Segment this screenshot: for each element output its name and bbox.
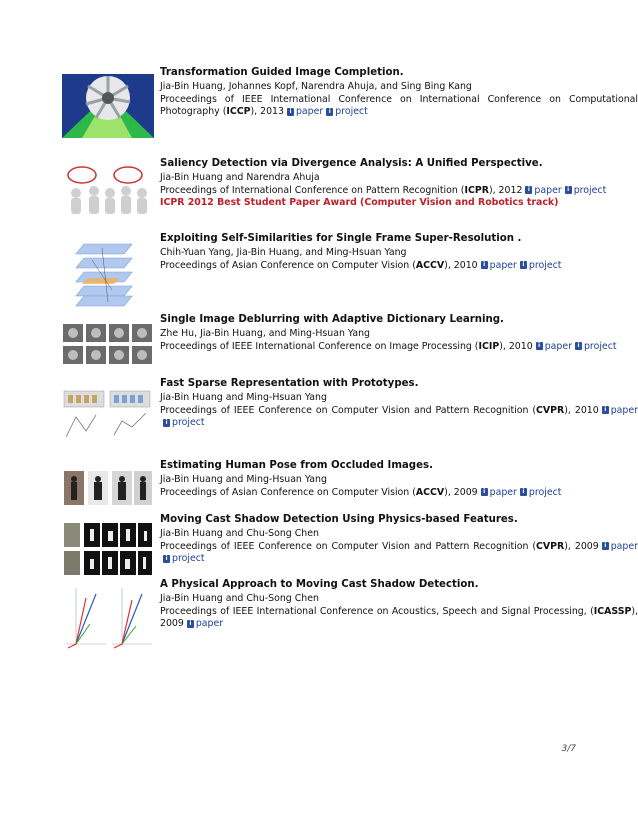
project-link[interactable]: project (528, 259, 562, 271)
publication-venue: Proceedings of International Conference on Pattern Recognition (ICPR), 2012 i paper i project (160, 184, 607, 196)
publication-thumbnail (62, 387, 154, 445)
paper-link[interactable]: paper (195, 618, 224, 629)
publication-authors: Zhe Hu, Jia-Bin Huang, and Ming-Hsuan Yang (160, 328, 370, 339)
info-icon: i (575, 342, 582, 350)
info-icon: i (520, 261, 527, 269)
publication-thumbnail (62, 584, 154, 650)
publication-venue: Proceedings of Asian Conference on Computer Vision (ACCV), 2009 i paper i project (160, 486, 562, 498)
publication-authors: Chih-Yuan Yang, Jia-Bin Huang, and Ming-Hsuan Yang (160, 247, 407, 258)
project-link[interactable]: project (573, 184, 607, 196)
paper-link[interactable]: paper (489, 486, 517, 498)
publication-authors: Jia-Bin Huang and Chu-Song Chen (160, 528, 319, 539)
publication-text: A Physical Approach to Moving Cast Shadow Detection. Jia-Bin Huang and Chu-Song Chen Proceedings of IEEE International Conference on Acoustics, Speech and Signal Processing, (ICASSP), 2009 i paper (160, 579, 638, 629)
publication-title: Moving Cast Shadow Detection Using Physics-based Features (160, 514, 514, 525)
info-icon: i (602, 406, 609, 414)
publication-text: Single Image Deblurring with Adaptive Dictionary Learning. Zhe Hu, Jia-Bin Huang, and Ming-Hsuan Yang Proceedings of IEEE International Conference on Image Processing (ICIP), 2010 i paper i project (160, 313, 638, 353)
publication-title: Saliency Detection via Divergence Analysis: A Unified Perspective (160, 158, 539, 169)
info-icon: i (565, 186, 572, 194)
publication-venue: Proceedings of Asian Conference on Computer Vision (ACCV), 2010 i paper i project (160, 259, 562, 271)
info-icon: i (163, 555, 170, 563)
publication-title: Transformation Guided Image Completion (160, 67, 400, 78)
publication-title: A Physical Approach to Moving Cast Shadow Detection (160, 579, 475, 590)
info-icon: i (602, 542, 609, 550)
publication-title: Single Image Deblurring with Adaptive Dictionary Learning (160, 314, 501, 325)
publication-authors: Jia-Bin Huang and Chu-Song Chen (160, 593, 319, 604)
publication-thumbnail (62, 165, 154, 221)
award-note: ICPR 2012 Best Student Paper Award (Computer Vision and Robotics track) (160, 197, 559, 208)
paper-link[interactable]: paper (489, 259, 517, 271)
publication-title: Exploiting Self-Similarities for Single Frame Super-Resolution (160, 233, 514, 244)
publication-venue: Proceedings of IEEE Conference on Computer Vision and Pattern Recognition (CVPR), 2009 i paperi project (160, 540, 638, 564)
paper-link[interactable]: paper (534, 184, 562, 196)
info-icon: i (326, 108, 333, 116)
paper-link[interactable]: paper (544, 340, 572, 352)
publication-authors: Jia-Bin Huang and Ming-Hsuan Yang (160, 392, 327, 403)
project-link[interactable]: project (528, 486, 562, 498)
publication-text: Exploiting Self-Similarities for Single Frame Super-Resolution . Chih-Yuan Yang, Jia-Bin Huang, and Ming-Hsuan Yang Proceedings of Asian Conference on Computer Vision (ACCV), 2010 i paper i project (160, 232, 638, 272)
publication-text: Moving Cast Shadow Detection Using Physics-based Features. Jia-Bin Huang and Chu-Song Chen Proceedings of IEEE Conference on Computer Vision and Pattern Recognition (CVPR), 2009 i paperi project (160, 514, 638, 564)
project-link[interactable]: project (583, 340, 617, 352)
info-icon: i (525, 186, 532, 194)
publication-authors: Jia-Bin Huang and Ming-Hsuan Yang (160, 474, 327, 485)
info-icon: i (481, 488, 488, 496)
publication-authors: Jia-Bin Huang and Narendra Ahuja (160, 172, 320, 183)
paper-link[interactable]: paper (610, 540, 638, 552)
info-icon: i (520, 488, 527, 496)
publication-title: Estimating Human Pose from Occluded Images (160, 460, 430, 471)
publication-thumbnail (62, 74, 154, 138)
info-icon: i (287, 108, 294, 116)
info-icon: i (536, 342, 543, 350)
paper-link[interactable]: paper (295, 106, 324, 117)
publication-text: Estimating Human Pose from Occluded Images. Jia-Bin Huang and Ming-Hsuan Yang Proceedings of Asian Conference on Computer Vision (ACCV), 2009 i paper i project (160, 459, 638, 499)
publication-venue: Proceedings of IEEE International Conference on International Conference on Computational Photography (ICCP), 2013 i paper i project (160, 93, 638, 117)
publication-text: Saliency Detection via Divergence Analysis: A Unified Perspective. Jia-Bin Huang and Narendra Ahuja Proceedings of International Conference on Pattern Recognition (ICPR), 2012 i paper i project ICPR 2012 Best Student Paper Award (Computer Vision and Robotics track) (160, 157, 638, 210)
publication-venue: Proceedings of IEEE International Conference on Image Processing (ICIP), 2010 i paper i project (160, 340, 617, 352)
publication-title: Fast Sparse Representation with Prototypes (160, 378, 415, 389)
publication-text: Transformation Guided Image Completion. Jia-Bin Huang, Johannes Kopf, Narendra Ahuja, and Sing Bing Kang Proceedings of IEEE International Conference on International Conference on Computational Photography (ICCP), 2013 i paper i project (160, 67, 638, 117)
publication-text: Fast Sparse Representation with Prototypes. Jia-Bin Huang and Ming-Hsuan Yang Proceedings of IEEE Conference on Computer Vision and Pattern Recognition (CVPR), 2010 i paperi project (160, 378, 638, 428)
publication-venue: Proceedings of IEEE Conference on Computer Vision and Pattern Recognition (CVPR), 2010 i paperi project (160, 404, 638, 428)
page-number: 3/7 (561, 744, 576, 754)
publication-thumbnail (62, 521, 154, 577)
project-link[interactable]: project (172, 417, 205, 428)
publication-authors: Jia-Bin Huang, Johannes Kopf, Narendra Ahuja, and Sing Bing Kang (160, 81, 472, 92)
info-icon: i (163, 419, 170, 427)
project-link[interactable]: project (172, 553, 205, 564)
info-icon: i (481, 261, 488, 269)
project-link[interactable]: project (335, 106, 368, 117)
publication-venue: Proceedings of IEEE International Conference on Acoustics, Speech and Signal Processing, (ICASSP), 2009 i paper (160, 605, 638, 629)
publication-thumbnail (62, 321, 154, 367)
paper-link[interactable]: paper (610, 404, 638, 416)
publication-thumbnail (62, 467, 154, 507)
publication-thumbnail (62, 238, 154, 308)
info-icon: i (187, 620, 194, 628)
